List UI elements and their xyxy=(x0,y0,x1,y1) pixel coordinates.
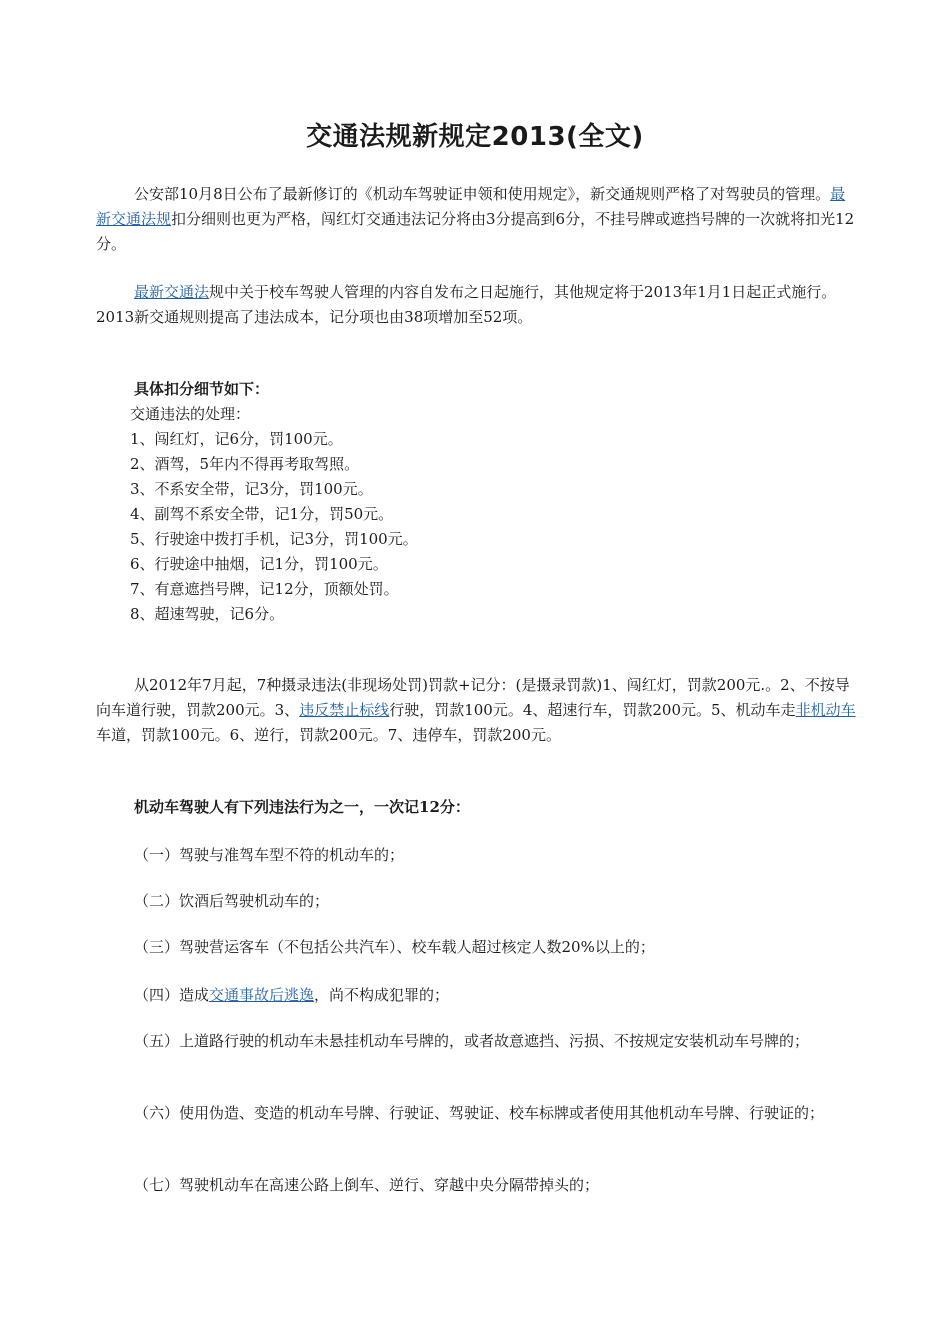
list-item: 4、副驾不系安全带，记1分，罚50元。 xyxy=(130,505,394,523)
camera-text-a: 从2012年7月起，7种摄录违法(非现场处罚)罚款+记分：(是摄录罚款)1、闯红灯，罚款200元.。2、不按导向车道行驶，罚款200元。3、 xyxy=(96,676,850,719)
twelve-points-heading: 机动车驾驶人有下列违法行为之一，一次记12分： xyxy=(134,798,470,816)
details-subheading: 交通违法的处理： xyxy=(130,405,251,423)
non-motor-vehicle-link[interactable]: 非机动车 xyxy=(795,701,856,719)
list-item: 7、有意遮挡号牌，记12分，顶额处罚。 xyxy=(130,580,399,598)
twelve-item-5: （五）上道路行驶的机动车未悬挂机动车号牌的，或者故意遮挡、污损、不按规定安装机动车号牌的； xyxy=(134,1032,810,1050)
camera-violations-paragraph xyxy=(96,673,856,748)
intro-text-a: 公安部10月8日公布了最新修订的《机动车驾驶证申领和使用规定》，新交通规则严格了对驾驶员的管理。 xyxy=(134,185,831,203)
prohibited-marking-link[interactable]: 违反禁止标线 xyxy=(299,701,390,719)
twelve-item-4-b: ，尚不构成犯罪的； xyxy=(314,986,450,1004)
list-item: 1、闯红灯，记6分，罚100元。 xyxy=(130,430,343,448)
camera-text-b: 行驶，罚款100元。4、超速行车，罚款200元。5、机动车走 xyxy=(389,701,796,719)
twelve-item-4 xyxy=(96,983,856,1008)
twelve-item-6: （六）使用伪造、变造的机动车号牌、行驶证、驾驶证、校车标牌或者使用其他机动车号牌、行驶证的； xyxy=(134,1104,825,1122)
document-title: 交通法规新规定2013(全文) xyxy=(306,122,644,152)
latest-traffic-law-link[interactable]: 最新交通法规 xyxy=(96,185,846,228)
camera-text-c: 车道，罚款100元。6、逆行，罚款200元。7、违停车，罚款200元。 xyxy=(96,726,561,744)
intro-paragraph xyxy=(96,182,856,257)
twelve-item-3: （三）驾驶营运客车（不包括公共汽车）、校车载人超过核定人数20%以上的； xyxy=(134,938,655,956)
twelve-item-4-a: （四）造成 xyxy=(134,986,210,1004)
intro-text-b: 扣分细则也更为严格，闯红灯交通违法记分将由3分提高到6分，不挂号牌或遮挡号牌的一次就将扣光12分。 xyxy=(96,210,855,253)
twelve-item-2: （二）饮酒后驾驶机动车的； xyxy=(134,892,330,910)
twelve-item-7: （七）驾驶机动车在高速公路上倒车、逆行、穿越中央分隔带掉头的； xyxy=(134,1176,600,1194)
details-heading: 具体扣分细节如下： xyxy=(134,380,270,398)
list-item: 3、不系安全带，记3分，罚100元。 xyxy=(130,480,373,498)
hit-and-run-link[interactable]: 交通事故后逃逸 xyxy=(209,986,315,1004)
list-item: 6、行驶途中抽烟，记1分，罚100元。 xyxy=(130,555,388,573)
twelve-item-1: （一）驾驶与准驾车型不符的机动车的； xyxy=(134,846,405,864)
effective-date-paragraph xyxy=(96,280,856,330)
effective-date-text: 规中关于校车驾驶人管理的内容自发布之日起施行，其他规定将于2013年1月1日起正式施行。2013新交通规则提高了违法成本，记分项也由38项增加至52项。 xyxy=(96,283,837,326)
list-item: 5、行驶途中拨打手机，记3分，罚100元。 xyxy=(130,530,418,548)
latest-traffic-law-link-2[interactable]: 最新交通法 xyxy=(134,283,210,301)
list-item: 8、超速驾驶，记6分。 xyxy=(130,605,285,623)
list-item: 2、酒驾，5年内不得再考取驾照。 xyxy=(130,455,360,473)
